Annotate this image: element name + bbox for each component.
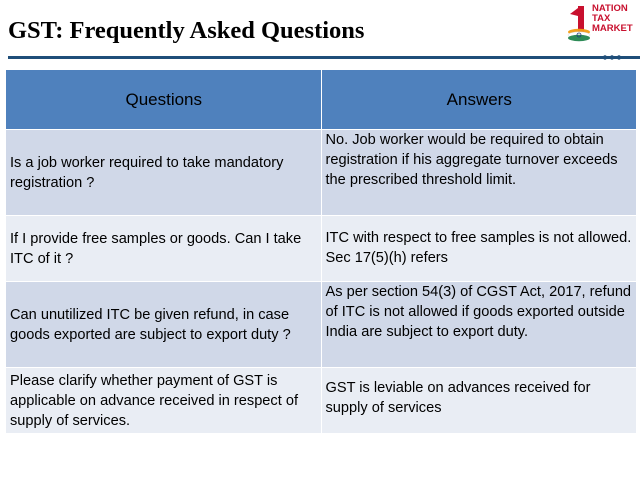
answer-cell: ITC with respect to free samples is not allowed. Sec 17(5)(h) refers [321, 216, 637, 282]
header-questions: Questions [6, 70, 322, 130]
question-cell: If I provide free samples or goods. Can I take ITC of it ? [6, 216, 322, 282]
divider-dots-icon [602, 55, 640, 60]
answer-cell: No. Job worker would be required to obtain registration if his aggregate turnover exceeds the prescribed threshold limit. [321, 130, 637, 216]
answer-cell: As per section 54(3) of CGST Act, 2017, refund of ITC is not allowed if goods exported outside India are subject to export duty. [321, 282, 637, 368]
question-cell: Please clarify whether payment of GST is applicable on advance received in respect of supply of services. [6, 368, 322, 434]
answer-cell: GST is leviable on advances received for supply of services [321, 368, 637, 434]
logo-line-2: TAX [592, 13, 611, 24]
table-row [6, 216, 637, 282]
logo-line-3: MARKET [592, 23, 633, 34]
slide-title: GST: Frequently Asked Questions [8, 17, 365, 44]
table-header-row [6, 70, 637, 130]
faq-table [5, 69, 637, 434]
table-row [6, 130, 637, 216]
nation-tax-market-logo [566, 4, 636, 54]
question-cell: Is a job worker required to take mandatory registration ? [6, 130, 322, 216]
title-divider [8, 56, 640, 59]
table-row [6, 368, 637, 434]
question-cell: Can unutilized ITC be given refund, in case goods exported are subject to export duty ? [6, 282, 322, 368]
logo-line-1: NATION [592, 3, 628, 14]
header-answers: Answers [321, 70, 637, 130]
table-row [6, 282, 637, 368]
logo-wordmark [592, 4, 633, 34]
